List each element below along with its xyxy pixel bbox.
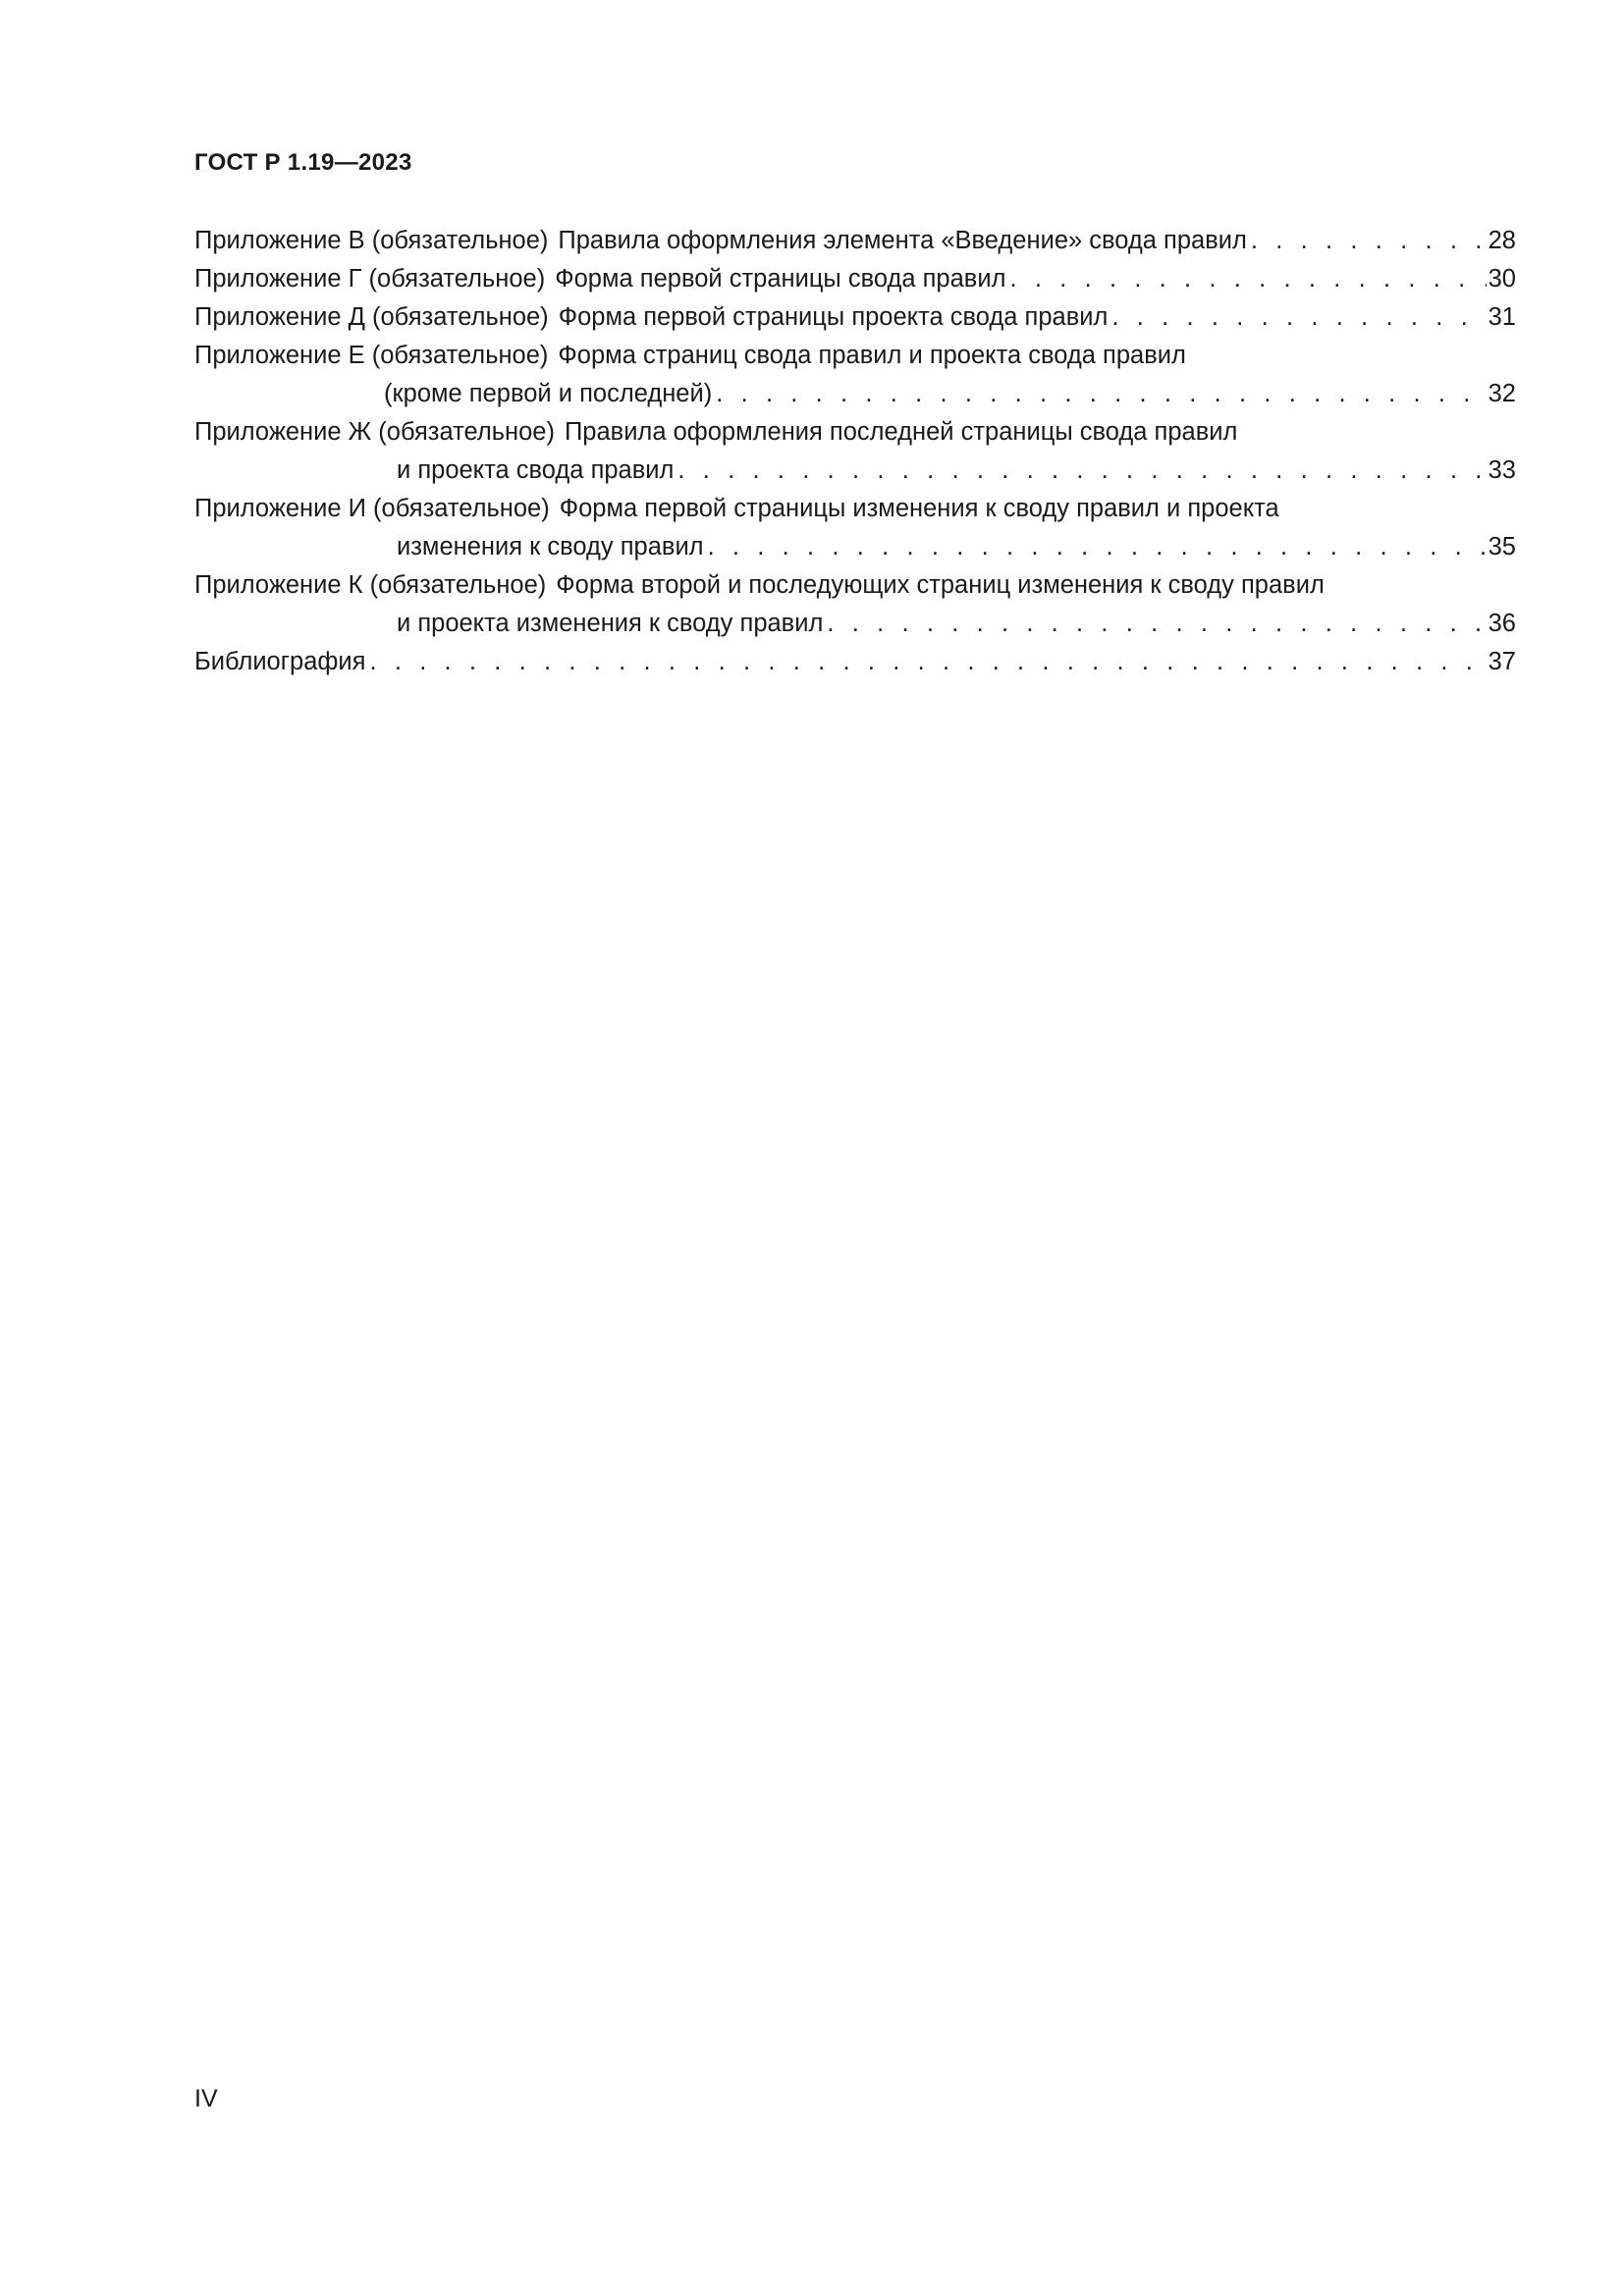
toc-entry-annex-v[interactable] xyxy=(194,222,1516,260)
toc-entry-label: Приложение К (обязательное) Форма второй и последующих страниц изменения к своду правил xyxy=(194,571,1325,599)
toc-page-number: 35 xyxy=(1488,533,1516,561)
toc-entry-label: Приложение Ж (обязательное) Правила оформления последней страницы свода правил xyxy=(194,418,1238,446)
dot-leader xyxy=(1251,222,1487,260)
toc-entry-label-continuation: и проекта свода правил xyxy=(397,456,675,484)
dot-leader xyxy=(708,528,1487,566)
toc-entry-label: Приложение Г (обязательное) Форма первой страницы свода правил xyxy=(194,265,1006,293)
dot-leader xyxy=(827,605,1486,643)
toc-page-number: 32 xyxy=(1488,380,1516,407)
toc-page-number: 36 xyxy=(1488,610,1516,637)
dot-leader xyxy=(716,375,1486,413)
dot-leader xyxy=(1111,298,1486,337)
toc-entry-annex-e-continuation[interactable] xyxy=(194,375,1516,413)
toc-page-number: 31 xyxy=(1488,303,1516,331)
document-code: ГОСТ Р 1.19—2023 xyxy=(194,149,412,176)
toc-entry-label: Библиография xyxy=(194,648,366,675)
table-of-contents xyxy=(194,222,1516,681)
toc-entry-label-continuation: (кроме первой и последней) xyxy=(384,380,713,407)
dot-leader xyxy=(677,452,1486,490)
toc-page-number: 33 xyxy=(1488,456,1516,484)
page-number-footer: IV xyxy=(194,2085,218,2112)
toc-entry-annex-d[interactable] xyxy=(194,298,1516,337)
toc-entry-label-continuation: изменения к своду правил xyxy=(397,533,704,561)
toc-page-number: 30 xyxy=(1488,265,1516,293)
toc-page-number: 37 xyxy=(1488,648,1516,675)
toc-entry-bibliography[interactable] xyxy=(194,643,1516,681)
toc-page-number: 28 xyxy=(1488,227,1516,254)
toc-entry-annex-k-continuation[interactable] xyxy=(194,605,1516,643)
toc-entry-annex-i[interactable] xyxy=(194,490,1516,528)
toc-entry-annex-k[interactable] xyxy=(194,566,1516,605)
dot-leader xyxy=(369,643,1486,681)
toc-entry-annex-e[interactable] xyxy=(194,337,1516,375)
dot-leader xyxy=(1009,260,1486,298)
toc-entry-label: Приложение Д (обязательное) Форма первой страницы проекта свода правил xyxy=(194,303,1109,331)
toc-entry-label: Приложение Е (обязательное) Форма страниц свода правил и проекта свода правил xyxy=(194,342,1186,369)
toc-entry-annex-zh[interactable] xyxy=(194,413,1516,452)
toc-entry-label: Приложение И (обязательное) Форма первой страницы изменения к своду правил и проекта xyxy=(194,495,1279,522)
toc-entry-annex-g[interactable] xyxy=(194,260,1516,298)
toc-entry-label: Приложение В (обязательное) Правила оформления элемента «Введение» свода правил xyxy=(194,227,1247,254)
toc-entry-annex-zh-continuation[interactable] xyxy=(194,452,1516,490)
toc-entry-annex-i-continuation[interactable] xyxy=(194,528,1516,566)
toc-entry-label-continuation: и проекта изменения к своду правил xyxy=(397,610,824,637)
